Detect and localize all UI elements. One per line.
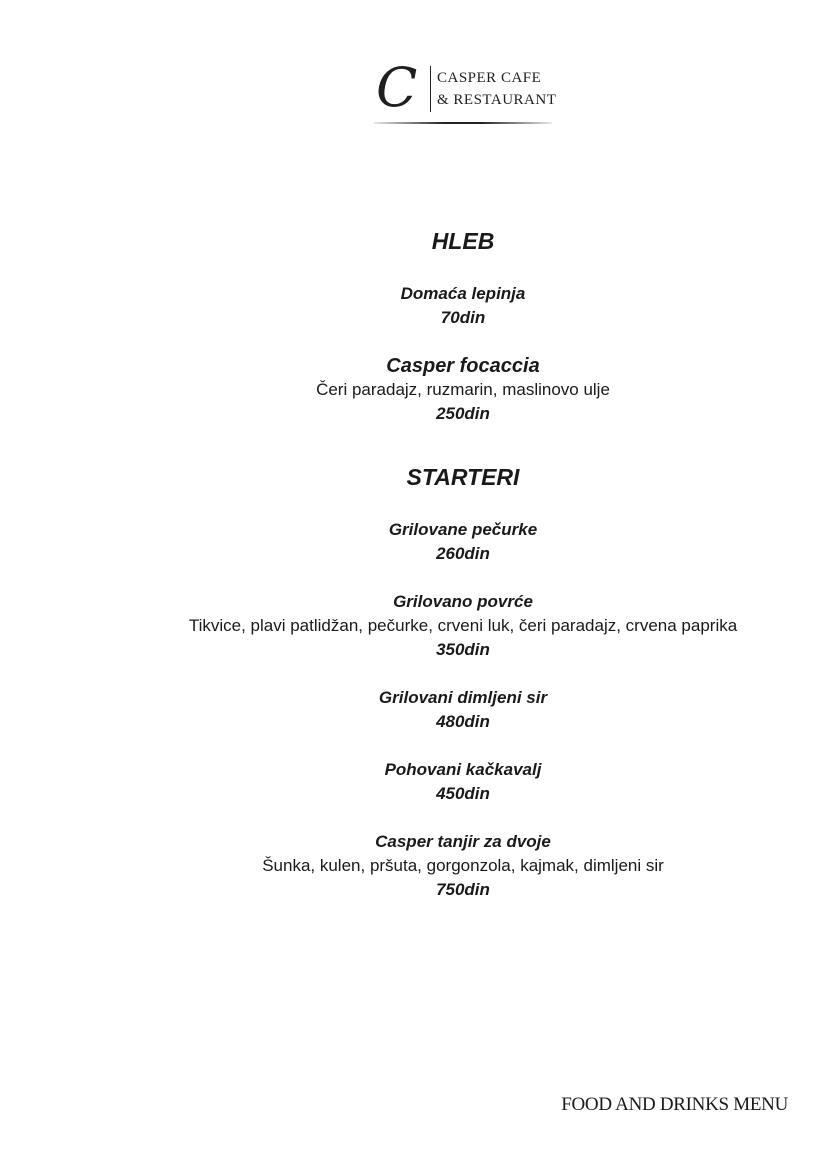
- item-name: Casper tanjir za dvoje: [375, 832, 551, 851]
- item-name: Grilovano povrće: [393, 592, 533, 611]
- item-name: Grilovane pečurke: [388, 520, 538, 539]
- item-name: Grilovani dimljeni sir: [378, 688, 548, 707]
- section-starteri: [0, 460, 832, 902]
- item-price: 350din: [436, 640, 490, 659]
- menu-item: [0, 590, 832, 662]
- item-description: Tikvice, plavi patlidžan, pečurke, crveni luk, čeri paradajz, crvena paprika: [188, 616, 738, 635]
- item-description: Čeri paradajz, ruzmarin, maslinovo ulje: [316, 380, 610, 399]
- menu-item: [0, 686, 832, 734]
- item-name: Pohovani kačkavalj: [384, 760, 542, 779]
- section-title: HLEB: [431, 228, 495, 254]
- item-name: Domaća lepinja: [400, 284, 526, 303]
- restaurant-logo: [374, 56, 557, 130]
- item-price: 450din: [436, 784, 490, 803]
- logo-line-1: CASPER CAFE: [437, 70, 542, 86]
- section-hleb: [0, 224, 832, 426]
- logo-line-2: & RESTAURANT: [437, 92, 557, 108]
- menu-content: [0, 224, 832, 936]
- menu-footer-title: FOOD AND DRINKS MENU: [561, 1094, 788, 1115]
- menu-item: [0, 758, 832, 806]
- logo-mark: C: [376, 56, 418, 119]
- logo-wordmark: [437, 67, 556, 111]
- item-price: 480din: [436, 712, 490, 731]
- menu-item: [0, 830, 832, 902]
- item-price: 70din: [440, 308, 486, 327]
- item-price: 250din: [436, 404, 490, 423]
- menu-item: [0, 282, 832, 330]
- item-price: 750din: [436, 880, 490, 899]
- item-name: Casper focaccia: [386, 355, 540, 377]
- item-description: Šunka, kulen, pršuta, gorgonzola, kajmak, dimljeni sir: [262, 856, 664, 875]
- menu-item: [0, 518, 832, 566]
- section-title: STARTERI: [406, 464, 520, 490]
- item-price: 260din: [436, 544, 490, 563]
- logo-underline: [374, 122, 552, 124]
- logo-divider: [430, 66, 431, 112]
- menu-item: [0, 354, 832, 426]
